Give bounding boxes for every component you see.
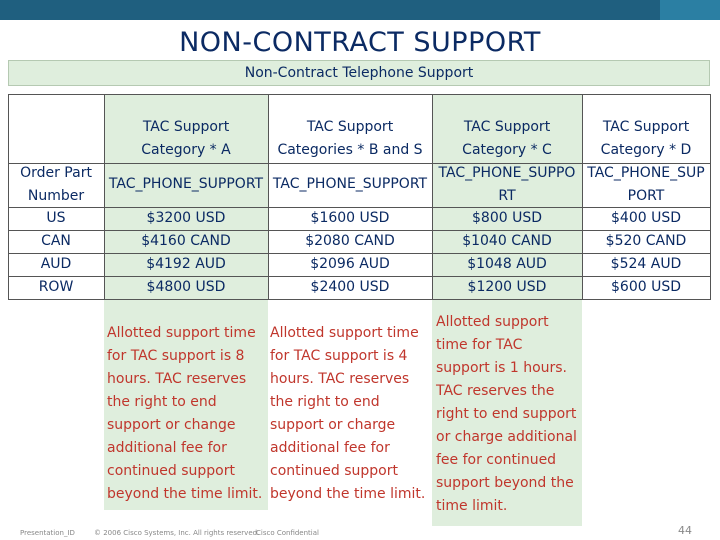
- row-label-can: CAN: [41, 233, 71, 249]
- table-subtitle: Non-Contract Telephone Support: [8, 60, 710, 86]
- header-category-b-s: TAC Support Categories * B and S: [277, 119, 423, 158]
- price-cell: $4800 USD: [146, 279, 226, 295]
- page-number: 44: [678, 524, 692, 537]
- page-title: NON-CONTRACT SUPPORT: [179, 27, 541, 58]
- price-cell: $3200 USD: [146, 210, 226, 226]
- footer-presentation-id: Presentation_ID: [20, 529, 75, 537]
- part-number-a: TAC_PHONE_SUPPORT: [108, 176, 264, 192]
- price-cell: $600 USD: [611, 279, 681, 295]
- grid-line: [710, 94, 711, 300]
- price-cell: $2080 CAND: [305, 233, 395, 249]
- price-cell: $4192 AUD: [146, 256, 226, 272]
- part-number-label: Order Part Number: [20, 165, 92, 204]
- price-cell: $1048 AUD: [467, 256, 547, 272]
- price-cell: $2400 USD: [310, 279, 390, 295]
- header-category-c: TAC Support Category * C: [462, 119, 552, 158]
- price-cell: $1200 USD: [467, 279, 547, 295]
- price-cell: $4160 CAND: [141, 233, 231, 249]
- footer-copyright: © 2006 Cisco Systems, Inc. All rights reserved.: [94, 529, 260, 537]
- price-cell: $1600 USD: [310, 210, 390, 226]
- row-label-row: ROW: [38, 279, 74, 295]
- grid-line: [8, 299, 710, 300]
- price-cell: $400 USD: [611, 210, 681, 226]
- top-banner: [0, 0, 720, 20]
- grid-line: [8, 94, 710, 95]
- note-category-c: Allotted support time for TAC support is 1 hours. TAC reserves the right to end support or charge additional fee for continued support beyond the time limit.: [436, 314, 577, 514]
- part-number-b-s: TAC_PHONE_SUPPORT: [272, 176, 428, 192]
- price-cell: $800 USD: [472, 210, 542, 226]
- footer-confidential: Cisco Confidential: [256, 529, 319, 537]
- price-cell: $2096 AUD: [310, 256, 390, 272]
- header-category-d: TAC Support Category * D: [600, 119, 692, 158]
- note-category-b-s: Allotted support time for TAC support is 4 hours. TAC reserves the right to end support or charge additional fee for continued support beyond the time limit.: [270, 325, 426, 502]
- row-label-aud: AUD: [40, 256, 72, 272]
- part-number-c: TAC_PHONE_SUPPO RT: [438, 165, 576, 204]
- header-category-a: TAC Support Category * A: [141, 119, 231, 158]
- price-cell: $520 CAND: [605, 233, 687, 249]
- row-label-us: US: [46, 210, 66, 226]
- top-banner-accent: [660, 0, 720, 20]
- price-cell: $524 AUD: [610, 256, 682, 272]
- price-cell: $1040 CAND: [462, 233, 552, 249]
- note-category-a: Allotted support time for TAC support is 8 hours. TAC reserves the right to end support or change additional fee for continued support beyond the time limit.: [107, 325, 263, 502]
- part-number-d: TAC_PHONE_SUP PORT: [587, 165, 705, 204]
